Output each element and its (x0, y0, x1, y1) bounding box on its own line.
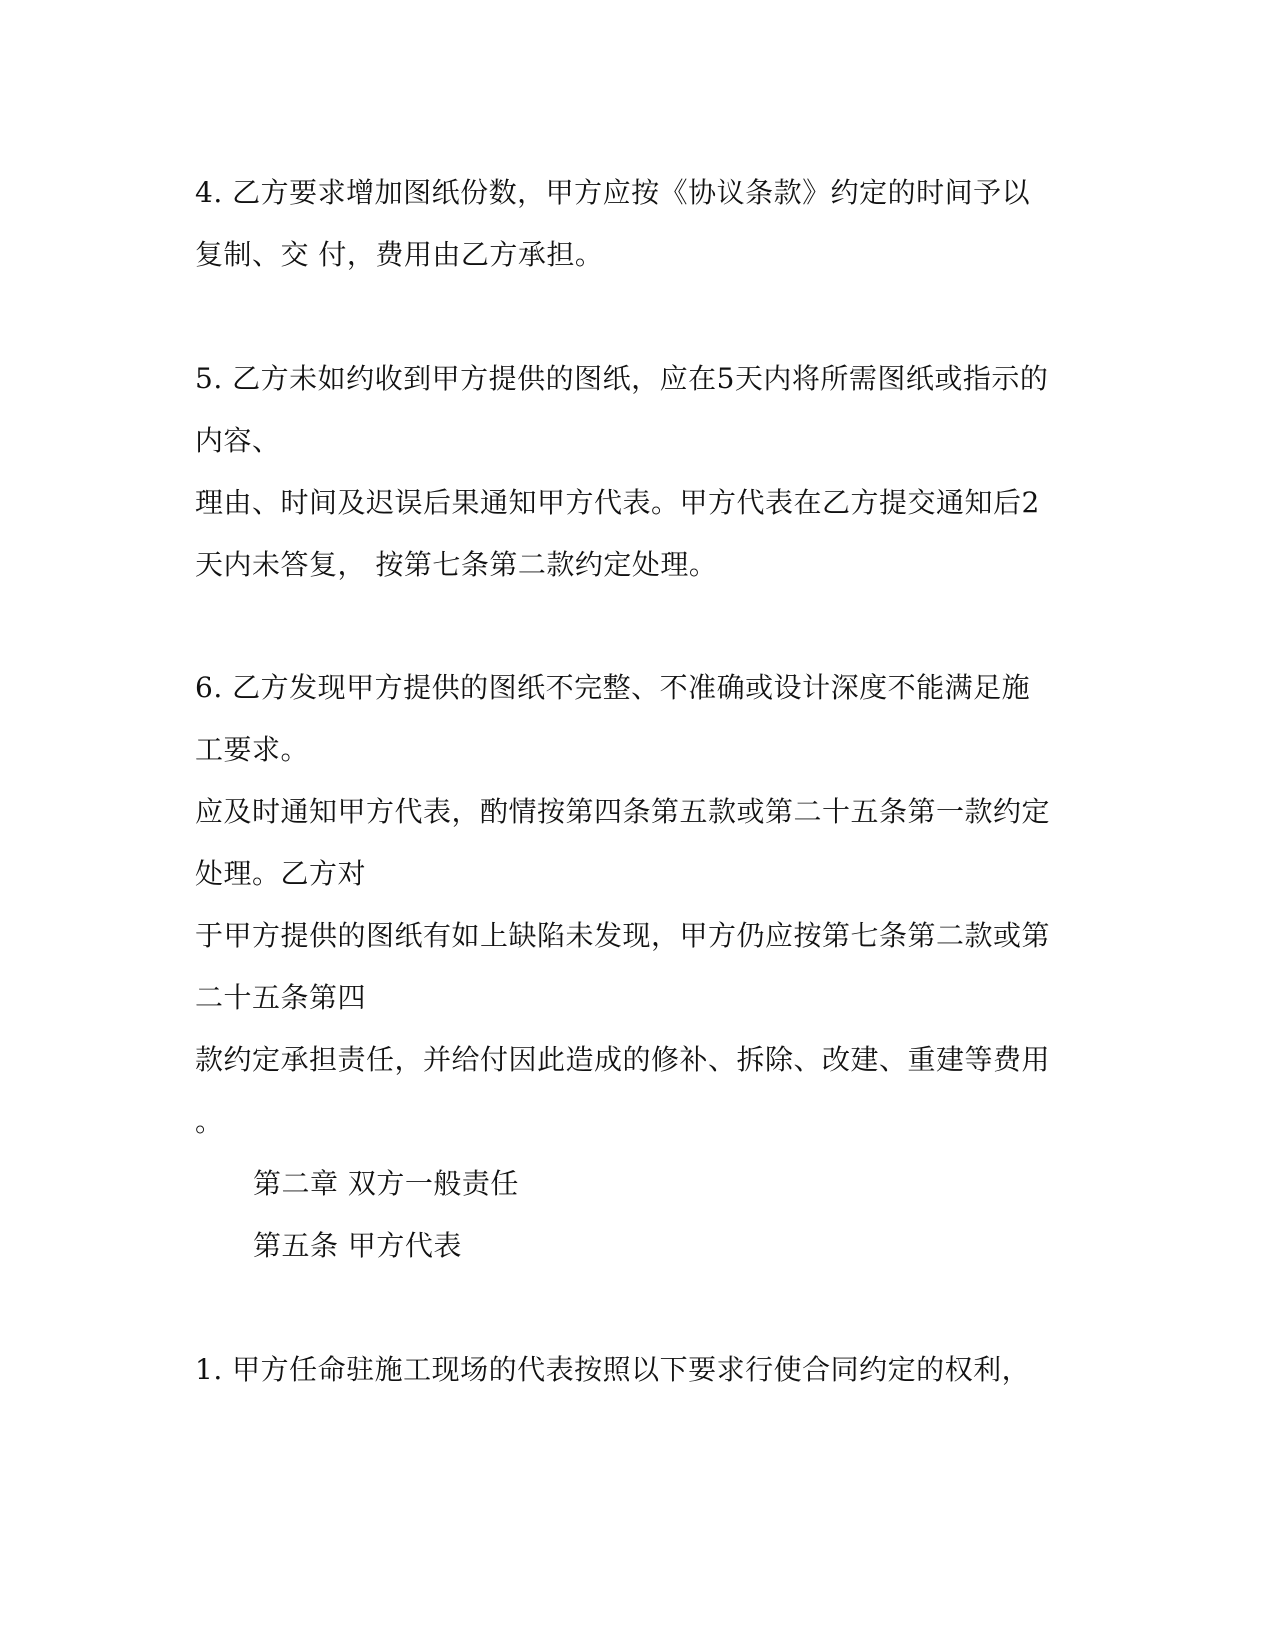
chapter-heading: 第二章 双方一般责任 (253, 1167, 519, 1200)
paragraph-6-line-7: 款约定承担责任，并给付因此造成的修补、拆除、改建、重建等费用 (195, 1043, 1051, 1076)
paragraph-6-line-3: 应及时通知甲方代表，酌情按第四条第五款或第二十五条第一款约定 (195, 795, 1051, 828)
article-heading: 第五条 甲方代表 (253, 1229, 462, 1262)
paragraph-6-line-6: 二十五条第四 (195, 981, 367, 1014)
paragraph-5-line-2: 内容、 (195, 424, 281, 457)
paragraph-4-line-2: 复制、交 付，费用由乙方承担。 (195, 238, 604, 271)
paragraph-6-line-4: 处理。乙方对 (195, 857, 367, 890)
paragraph-6-line-2: 工要求。 (195, 733, 310, 766)
paragraph-5-line-3: 理由、时间及迟误后果通知甲方代表。甲方代表在乙方提交通知后2 (195, 486, 1040, 519)
paragraph-6-line-5: 于甲方提供的图纸有如上缺陷未发现，甲方仍应按第七条第二款或第 (195, 919, 1051, 952)
paragraph-6-line-8: 。 (195, 1105, 224, 1138)
paragraph-5-line-1: 5. 乙方未如约收到甲方提供的图纸，应在5天内将所需图纸或指示的 (195, 362, 1049, 395)
paragraph-5-line-4: 天内未答复， 按第七条第二款约定处理。 (195, 548, 718, 581)
paragraph-4-line-1: 4. 乙方要求增加图纸份数，甲方应按《协议条款》约定的时间予以 (195, 176, 1031, 209)
article-5-paragraph-1-line-1: 1. 甲方任命驻施工现场的代表按照以下要求行使合同约定的权利， (195, 1353, 1031, 1386)
paragraph-6-line-1: 6. 乙方发现甲方提供的图纸不完整、不准确或设计深度不能满足施 (195, 671, 1031, 704)
